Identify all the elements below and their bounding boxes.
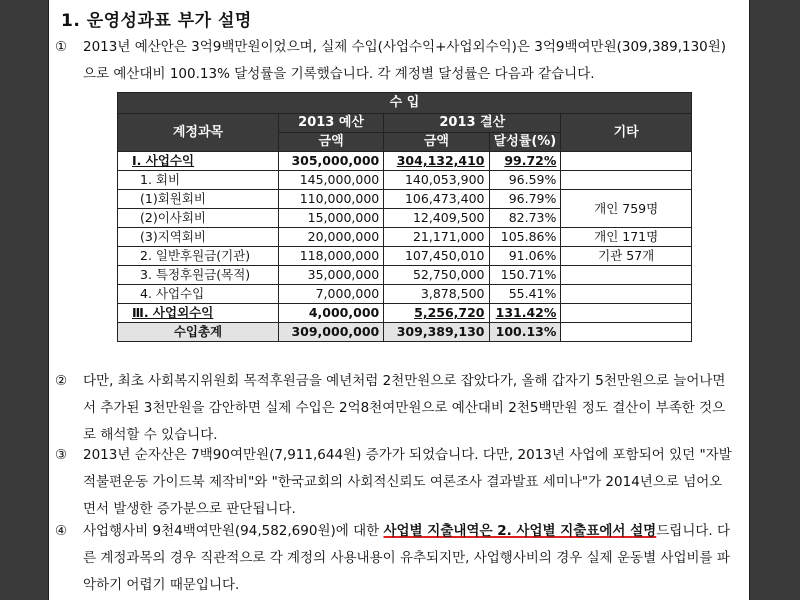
row-rate: 105.86% [489, 228, 561, 247]
row-result: 5,256,720 [384, 304, 489, 323]
row-account: 1. 회비 [118, 171, 279, 190]
row-budget: 110,000,000 [278, 190, 383, 209]
row-result: 12,409,500 [384, 209, 489, 228]
row-rate: 131.42% [489, 304, 561, 323]
paragraph-2-text: 다만, 최초 사회복지위원회 목적후원금을 예년처럼 2천만원으로 잡았다가, 올해 갑자기 5천만원으로 늘어나면서 추가된 3천만원을 감안하면 실제 수입은 2억8천여만원으로 예산대비 2천5백만원 정도 결산이 부족한 것으로 해석할 수 있습니다. [83, 373, 726, 443]
row-note [561, 285, 692, 304]
paragraph-4-underlined: 사업별 지출내역은 2. 사업별 지출표에서 설명 [383, 523, 657, 539]
row-rate: 99.72% [489, 152, 561, 171]
row-budget: 305,000,000 [278, 152, 383, 171]
row-account: 4. 사업수입 [118, 285, 279, 304]
row-account: Ⅰ. 사업수익 [118, 152, 279, 171]
table-row [118, 285, 692, 304]
row-budget: 118,000,000 [278, 247, 383, 266]
table-row [118, 266, 692, 285]
row-rate: 55.41% [489, 285, 561, 304]
paragraph-3-text: 2013년 순자산은 7백90여만원(7,911,644원) 증가가 되었습니다. 다만, 2013년 사업에 포함되어 있던 "자발적불편운동 가이드북 제작비"와 "한국교회의 사회적신뢰도 여론조사 결과발표 세미나"가 2014년으로 넘어오면서 발생한 증가분으로 판단됩니다. [83, 447, 732, 517]
row-note [561, 171, 692, 190]
row-result: 21,171,000 [384, 228, 489, 247]
row-result: 106,473,400 [384, 190, 489, 209]
row-rate: 150.71% [489, 266, 561, 285]
row-result: 140,053,900 [384, 171, 489, 190]
row-rate: 82.73% [489, 209, 561, 228]
row-rate: 91.06% [489, 247, 561, 266]
row-budget: 145,000,000 [278, 171, 383, 190]
row-rate: 96.59% [489, 171, 561, 190]
revenue-table [117, 92, 692, 342]
header-account: 계정과목 [118, 114, 279, 152]
header-result-amount: 금액 [384, 133, 489, 152]
table-row [118, 171, 692, 190]
row-note: 개인 171명 [561, 228, 692, 247]
row-account: (2)이사회비 [118, 209, 279, 228]
row-account: 3. 특정후원금(목적) [118, 266, 279, 285]
row-result: 3,878,500 [384, 285, 489, 304]
table-total-row [118, 323, 692, 342]
table-row [118, 304, 692, 323]
row-note [561, 304, 692, 323]
paragraph-4 [55, 518, 735, 599]
row-note [561, 152, 692, 171]
header-budget-amount: 금액 [278, 133, 383, 152]
table-title: 수 입 [118, 93, 692, 114]
total-result: 309,389,130 [384, 323, 489, 342]
paragraph-4-text-pre: 사업행사비 9천4백여만원(94,582,690원)에 대한 [83, 523, 384, 539]
paragraph-4-text-post: 드립니다. 다른 계정과목의 경우 직관적으로 각 계정의 사용내용이 유추되지만, 사업행사비의 경우 실제 운동별 사업비를 파악하기 어렵기 때문입니다. [83, 523, 731, 593]
row-account: (3)지역회비 [118, 228, 279, 247]
total-budget: 309,000,000 [278, 323, 383, 342]
row-budget: 35,000,000 [278, 266, 383, 285]
row-note: 개인 759명 [561, 190, 692, 228]
paragraph-1-number: ① [55, 39, 68, 55]
row-account: 2. 일반후원금(기관) [118, 247, 279, 266]
row-note [561, 266, 692, 285]
table-row [118, 228, 692, 247]
paragraph-1 [55, 34, 735, 88]
table-row [118, 152, 692, 171]
row-result: 52,750,000 [384, 266, 489, 285]
header-rate: 달성률(%) [489, 133, 561, 152]
paragraph-2-number: ② [55, 373, 68, 389]
document-page [48, 0, 750, 600]
paragraph-2 [55, 368, 735, 449]
row-rate: 96.79% [489, 190, 561, 209]
header-result: 2013 결산 [384, 114, 561, 133]
section-heading: 1. 운영성과표 부가 설명 [61, 11, 252, 31]
paragraph-1-text: 2013년 예산안은 3억9백만원이었으며, 실제 수입(사업수익+사업외수익)은 3억9백여만원(309,389,130원)으로 예산대비 100.13% 달성률을 기록했습니다. 각 계정별 달성률은 다음과 같습니다. [83, 39, 727, 82]
total-note [561, 323, 692, 342]
row-note: 기관 57개 [561, 247, 692, 266]
table-row [118, 247, 692, 266]
row-budget: 7,000,000 [278, 285, 383, 304]
row-budget: 4,000,000 [278, 304, 383, 323]
row-account: (1)회원회비 [118, 190, 279, 209]
paragraph-3-number: ③ [55, 447, 68, 463]
total-rate: 100.13% [489, 323, 561, 342]
row-result: 304,132,410 [384, 152, 489, 171]
row-budget: 15,000,000 [278, 209, 383, 228]
total-account: 수입총계 [118, 323, 279, 342]
paragraph-3 [55, 442, 735, 523]
row-result: 107,450,010 [384, 247, 489, 266]
table-row [118, 190, 692, 209]
header-other: 기타 [561, 114, 692, 152]
paragraph-4-number: ④ [55, 523, 68, 539]
row-account: Ⅲ. 사업외수익 [118, 304, 279, 323]
header-budget: 2013 예산 [278, 114, 383, 133]
row-budget: 20,000,000 [278, 228, 383, 247]
